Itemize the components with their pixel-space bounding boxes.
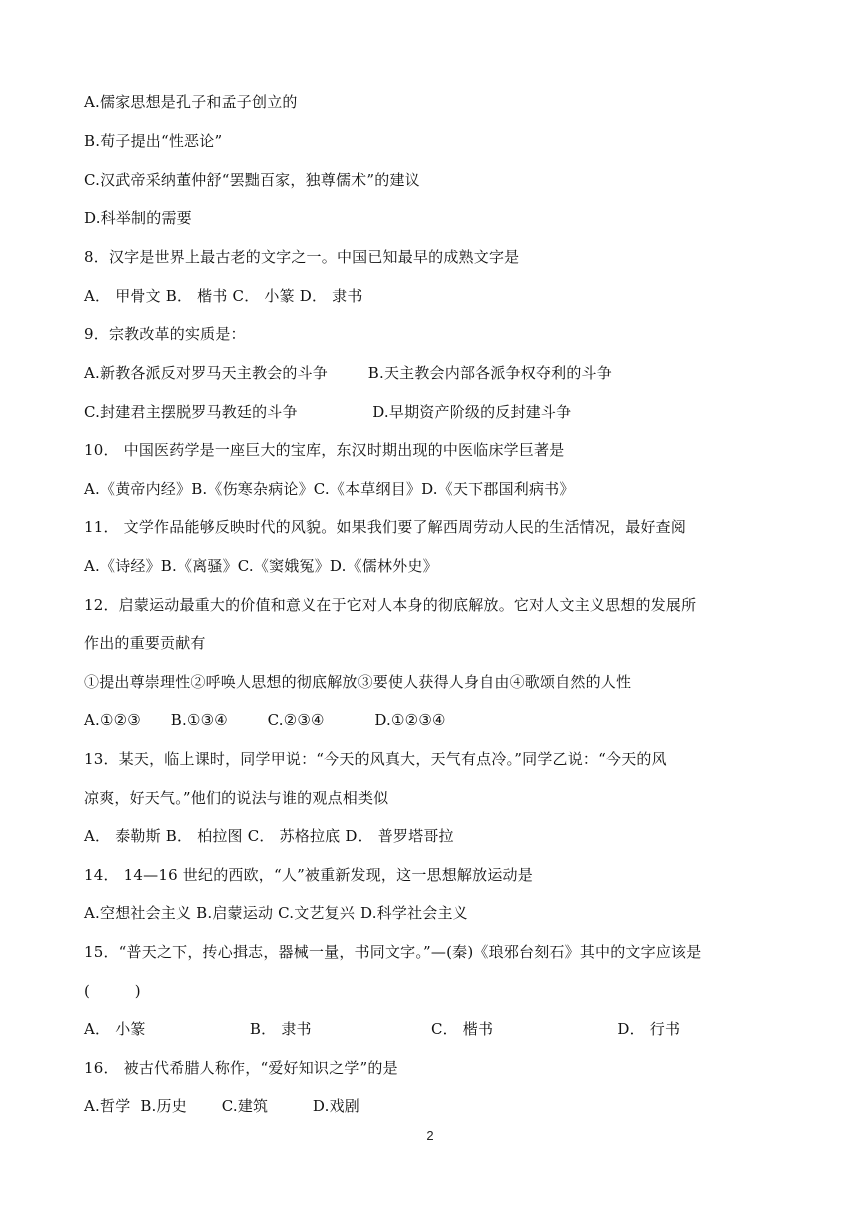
question-13-line2: 凉爽，好天气。”他们的说法与谁的观点相类似 xyxy=(84,789,389,807)
question-16: 16． 被古代希腊人称作，“爱好知识之学”的是 xyxy=(84,1059,398,1077)
options-10: A.《黄帝内经》B.《伤寒杂病论》C.《本草纲目》D.《天下郡国利病书》 xyxy=(84,480,575,498)
question-15: 15．“普天之下，抟心揖志，器械一量，书同文字。”—(秦)《琅邪台刻石》其中的文字应该是 xyxy=(84,943,702,961)
question-14: 14． 14—16 世纪的西欧，“人”被重新发现，这一思想解放运动是 xyxy=(84,866,533,884)
options-8: A． 甲骨文 B． 楷书 C． 小篆 D． 隶书 xyxy=(84,287,363,305)
answer-blank-15: ( ) xyxy=(84,982,141,1000)
option-7a: A.儒家思想是孔子和孟子创立的 xyxy=(84,93,298,111)
question-13-line1: 13．某天，临上课时，同学甲说：“今天的风真大，天气有点冷。”同学乙说：“今天的风 xyxy=(84,750,667,768)
options-14: A.空想社会主义 B.启蒙运动 C.文艺复兴 D.科学社会主义 xyxy=(84,904,468,922)
options-16: A.哲学 B.历史 C.建筑 D.戏剧 xyxy=(84,1097,360,1115)
question-11: 11． 文学作品能够反映时代的风貌。如果我们要了解西周劳动人民的生活情况，最好查阅 xyxy=(84,518,687,536)
option-7d: D.科举制的需要 xyxy=(84,209,192,227)
option-7b: B.荀子提出“性恶论” xyxy=(84,132,223,150)
question-8: 8．汉字是世界上最古老的文字之一。中国已知最早的成熟文字是 xyxy=(84,248,520,266)
question-10: 10． 中国医药学是一座巨大的宝库，东汉时期出现的中医临床学巨著是 xyxy=(84,441,565,459)
options-11: A.《诗经》B.《离骚》C.《窦娥冤》D.《儒林外史》 xyxy=(84,557,438,575)
options-13: A． 泰勒斯 B． 柏拉图 C． 苏格拉底 D． 普罗塔哥拉 xyxy=(84,827,454,845)
question-12-line2: 作出的重要贡献有 xyxy=(84,634,206,652)
question-12-line1: 12．启蒙运动最重大的价值和意义在于它对人本身的彻底解放。它对人文主义思想的发展所 xyxy=(84,596,697,614)
page-number: 2 xyxy=(426,1128,434,1143)
options-12: A.①②③ B.①③④ C.②③④ D.①②③④ xyxy=(84,711,446,729)
question-9: 9．宗教改革的实质是： xyxy=(84,325,246,343)
options-9-cd: C.封建君主摆脱罗马教廷的斗争 D.早期资产阶级的反封建斗争 xyxy=(84,403,572,421)
options-9-ab: A.新教各派反对罗马天主教会的斗争 B.天主教会内部各派争权夺利的斗争 xyxy=(84,364,612,382)
options-15: A． 小篆 B． 隶书 C． 楷书 D． 行书 xyxy=(84,1020,681,1038)
option-7c: C.汉武帝采纳董仲舒“罢黜百家，独尊儒术”的建议 xyxy=(84,171,420,189)
question-12-items: ①提出尊崇理性②呼唤人思想的彻底解放③要使人获得人身自由④歌颂自然的人性 xyxy=(84,673,632,691)
